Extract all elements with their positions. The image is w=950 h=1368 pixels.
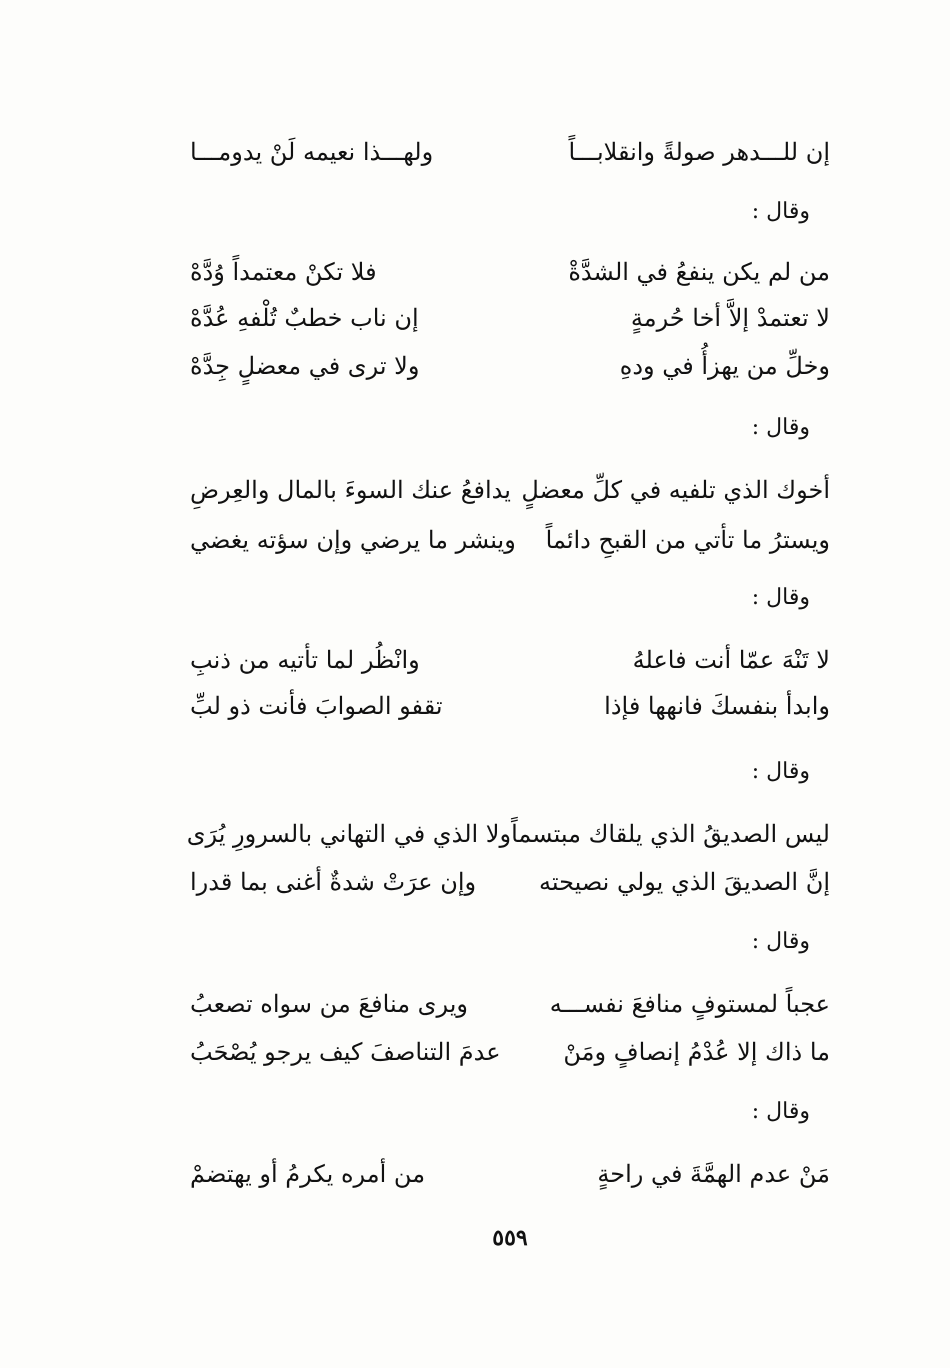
second-hemistich: ولا الذي في التهاني بالسرورِ يُرَى [186,820,512,848]
page-number: ٥٥٩ [492,1225,528,1251]
verse [190,686,830,726]
second-hemistich: يدافعُ عنك السوءَ بالمال والعِرضِ [190,476,511,504]
first-hemistich: ويسترُ ما تأتي من القبحِ دائماً [545,526,830,554]
verse [190,1032,830,1072]
first-hemistich: أخوك الذي تلفيه في كلِّ معضلٍ [521,476,830,504]
second-hemistich: وينشر ما يرضي وإن سؤته يغضي [190,526,516,554]
first-hemistich: ما ذاك إلا عُدْمُ إنصافٍ ومَنْ [563,1038,830,1066]
verse [190,252,830,292]
poem-intro: وقال : [751,585,810,610]
second-hemistich: وانْظُر لما تأتيه من ذنبِ [190,646,420,674]
poem-intro: وقال : [751,415,810,440]
verse [190,132,830,172]
poem-intro: وقال : [751,199,810,224]
second-hemistich: ولهـــذا نعيمه لَنْ يدومـــا [190,138,434,166]
first-hemistich: لا تعتمدْ إلاَّ أخا حُرمةٍ [630,304,830,332]
second-hemistich: ولا ترى في معضلٍ جِدَّهْ [190,352,420,380]
second-hemistich: إن ناب خطبٌ تُلْفهِ عُدَّهْ [190,304,419,332]
verse [186,814,830,854]
verse [190,640,830,680]
second-hemistich: فلا تكنْ معتمداً وُدَّهْ [190,258,377,286]
verse [190,346,830,386]
verse [190,1154,830,1194]
first-hemistich: إنَّ الصديقَ الذي يولي نصيحته [539,868,830,896]
second-hemistich: ويرى منافعَ من سواه تصعبُ [190,990,468,1018]
first-hemistich: وابدأ بنفسكَ فانهها فإذا [604,692,830,720]
verse [190,470,830,510]
second-hemistich: وإن عرَتْ شدةٌ أغنى بما قدرا [190,868,477,896]
first-hemistich: مَنْ عدم الهمَّةَ في راحةٍ [597,1160,830,1188]
first-hemistich: عجباً لمستوفٍ منافعَ نفســـه [549,990,830,1018]
second-hemistich: من أمره يكرمُ أو يهتضمْ [190,1160,426,1188]
verse [190,520,830,560]
poem-intro: وقال : [751,1099,810,1124]
poem-intro: وقال : [751,759,810,784]
first-hemistich: من لم يكن ينفعُ في الشدَّةْ [568,258,830,286]
first-hemistich: إن للـــدهر صولةً وانقلابـــاً [568,138,830,166]
second-hemistich: عدمَ التناصفَ كيف يرجو يُصْحَبُ [190,1038,501,1066]
first-hemistich: ليس الصديقُ الذي يلقاك مبتسماً [511,820,830,848]
verse [190,862,830,902]
verse [190,984,830,1024]
first-hemistich: لا تَنْهَ عمّا أنت فاعلهُ [632,646,830,674]
verse [190,298,830,338]
second-hemistich: تقفو الصوابَ فأنت ذو لبِّ [190,692,443,720]
first-hemistich: وخلِّ من يهزأُ في ودهِ [619,352,830,380]
poem-intro: وقال : [751,929,810,954]
